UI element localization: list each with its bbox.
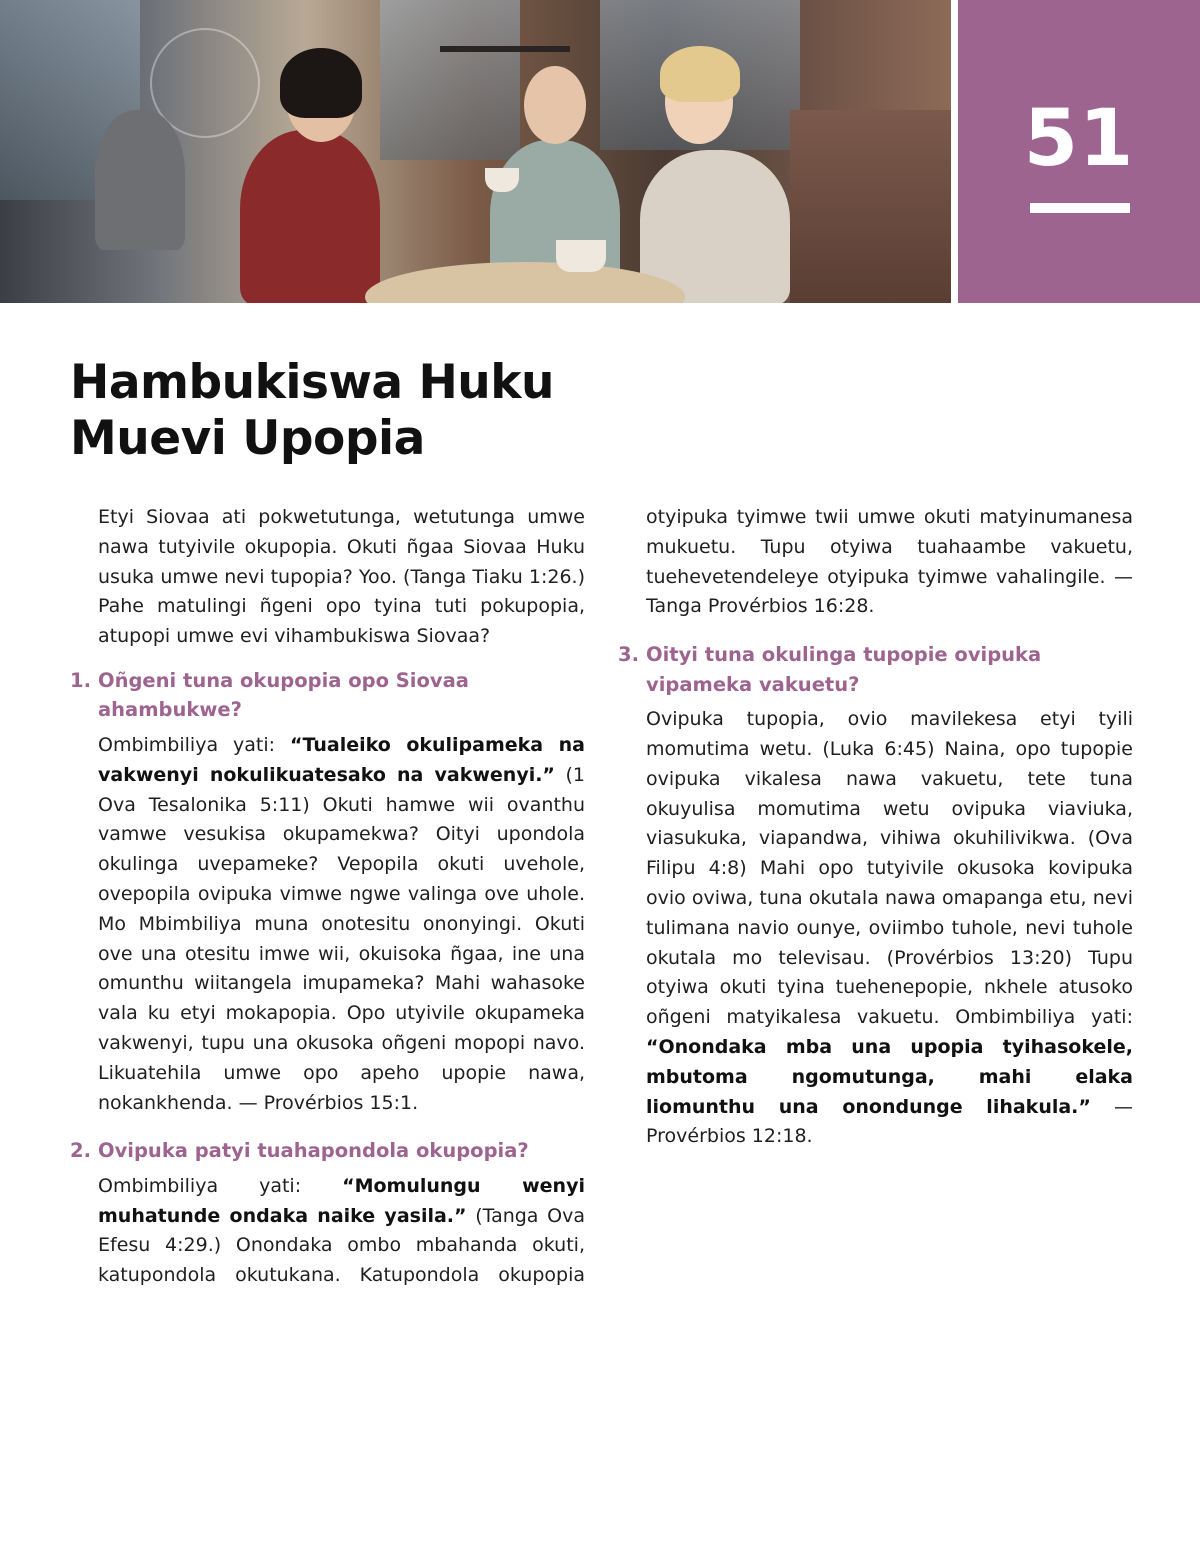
- title-line-2: Muevi Upopia: [70, 411, 425, 466]
- answer-2-paragraph: [70, 1172, 585, 1291]
- lesson-number-tab: [958, 0, 1200, 303]
- answer-3-quote: “Onondaka mba una upopia tyihasokele, mbutoma ngomutunga, mahi elaka liomunthu una onondunge lihakula.”: [646, 1035, 1133, 1118]
- title-line-1: Hambukiswa Huku: [70, 355, 554, 410]
- answer-2-continued: otyipuka tyimwe twii umwe okuti matyinumanesa mukuetu. Tupu otyiwa tuahaambe vakuetu, tuehevetendeleye otyipuka tyimwe vahalingile. — Tanga Provérbios 16:28.: [646, 506, 1133, 618]
- answer-3-paragraph: [618, 705, 1133, 1152]
- question-1: [70, 666, 585, 725]
- question-2-text: Ovipuka patyi tuahapondola okupopia?: [98, 1139, 529, 1163]
- right-column: [618, 503, 1133, 1152]
- intro-paragraph: Etyi Siovaa ati pokwetutunga, wetutunga umwe nawa tutyivile okupopia. Okuti ñgaa Siovaa Huku usuka umwe nevi tupopia? Yoo. (Tanga Tiaku 1:26.) Pahe matulingi ñgeni opo tyina tuti pokupopia, atupopi umwe evi vihambukiswa Siovaa?: [98, 506, 585, 648]
- lesson-number-rule: [1030, 203, 1130, 213]
- question-1-number: 1.: [70, 668, 91, 692]
- lesson-number: 51: [1023, 94, 1135, 184]
- answer-3-pre: Ovipuka tupopia, ovio mavilekesa etyi tyili momutima wetu. (Luka 6:45) Naina, opo tupopie ovipuka vikalesa nawa vakuetu, tete tuna okuyulisa momutima wetu ovipuka viaviuka, viasukuka, viapandwa, vihiwa okuhilivikwa. (Ova Filipu 4:8) Mahi opo tutyivile okusoka kovipuka ovio oviwa, tuna okutala nawa omapanga etu, nevi tulimana navio ounye, oviimbo tuhole, nevi tuhole okutala mo televisau. (Provérbios 13:20) Tupu otyiwa okuti tyina tuehenepopie, nkhele atusoko oñgeni matyikalesa vakuetu. Ombimbiliya yati:: [646, 708, 1133, 1029]
- question-2-number: 2.: [70, 1139, 91, 1163]
- answer-1-pre: Ombimbiliya yati:: [98, 733, 290, 756]
- page-title: [70, 355, 770, 467]
- question-2: [70, 1136, 585, 1166]
- answer-1-post: (1 Ova Tesalonika 5:11) Okuti hamwe wii ovanthu vamwe vesukisa okupamekwa? Oityi upondola okulinga uvepameke? Vepopila okuti uvehole, ovepopila ovipuka vimwe ngwe valinga ove uhole. Mo Mbimbiliya muna onotesitu ononyingi. Okuti ove una otesitu imwe wii, okuisoka ñgaa, ine una omunthu wiitangela imupameka? Mahi wahasoke vala ku etyi mokapopia. Opo utyivile okupameka vakwenyi, tupu una okusoka oñgeni mopopi navo. Likuatehila umwe opo apeho upopie nawa, nokankhenda. — Provérbios 15:1.: [98, 763, 585, 1114]
- left-column: [70, 503, 585, 1291]
- answer-2-post: (Tanga Ova Efesu 4:29.) Onondaka ombo mbahanda okuti, katupondola okutukana. Katupondola okupopia: [98, 1204, 585, 1287]
- answer-2-pre: Ombimbiliya yati:: [98, 1174, 343, 1197]
- question-1-text: Oñgeni tuna okupopia opo Siovaa ahambukwe?: [98, 668, 469, 722]
- question-3-text: Oityi tuna okulinga tupopie ovipuka vipameka vakuetu?: [646, 643, 1042, 696]
- answer-2-quote: “Momulungu wenyi muhatunde ondaka naike yasila.”: [98, 1174, 585, 1227]
- header-photo: [0, 0, 951, 303]
- question-3: [618, 640, 1133, 699]
- answer-1-paragraph: [70, 731, 585, 1118]
- answer-1-quote: “Tualeiko okulipameka na vakwenyi nokulikuatesako na vakwenyi.”: [98, 733, 585, 786]
- question-3-number: 3.: [618, 643, 639, 667]
- answer-3-post: — Provérbios 12:18.: [646, 1095, 1134, 1148]
